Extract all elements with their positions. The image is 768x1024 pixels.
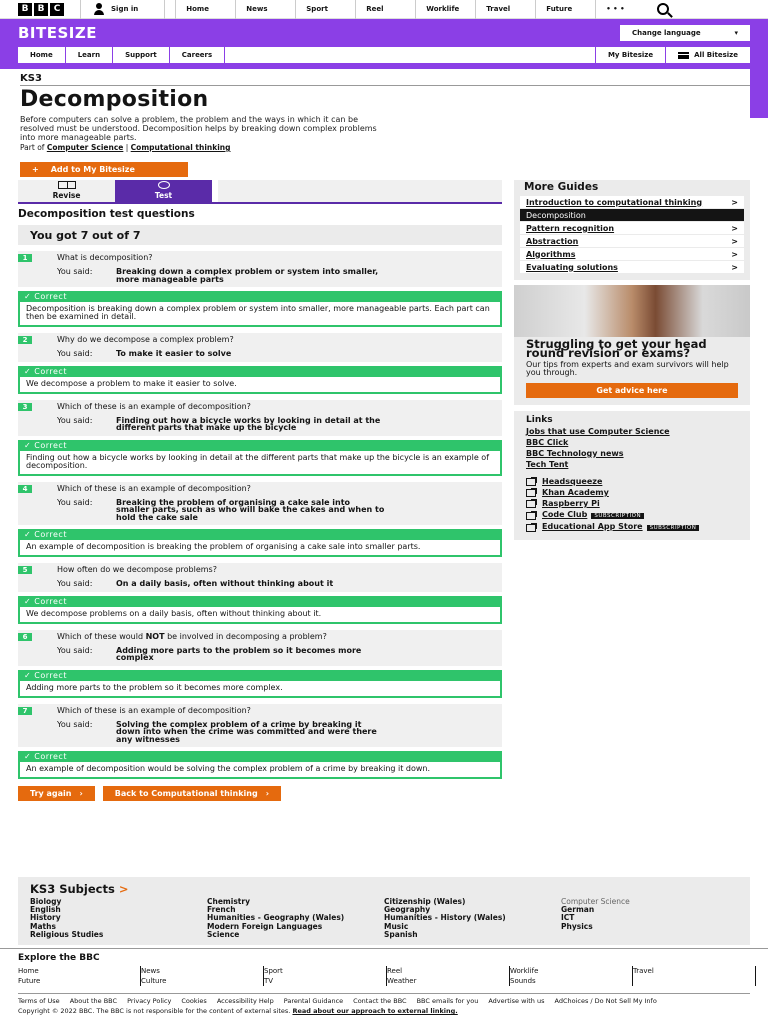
- question: [18, 251, 502, 287]
- question-text-part: be involved in decomposing a problem?: [164, 631, 327, 641]
- question-text: [57, 633, 494, 641]
- correct-label: Correct: [34, 670, 67, 680]
- explore-link[interactable]: Home: [18, 966, 141, 976]
- explore-link[interactable]: News: [141, 966, 264, 976]
- guide-label: Algorithms: [526, 249, 576, 259]
- ks3-subjects-link[interactable]: KS3 Subjects: [30, 882, 115, 896]
- check-icon: ✓: [24, 292, 35, 301]
- add-to-my-bitesize-button[interactable]: + Add to My Bitesize: [20, 162, 188, 177]
- footer-link[interactable]: Advertise with us: [488, 997, 545, 1005]
- speech-bubble-icon: [158, 181, 170, 189]
- global-nav-item[interactable]: Worklife: [415, 0, 475, 19]
- external-link-label: Headsqueeze: [542, 477, 603, 486]
- part-of-link-unit[interactable]: Computational thinking: [130, 143, 231, 152]
- correct-banner: [18, 440, 502, 451]
- plus-icon: +: [32, 165, 39, 174]
- user-answer: [57, 499, 494, 522]
- question-block: [18, 563, 502, 624]
- question-text: Which of these is an example of decomposition?: [57, 705, 251, 715]
- explanation: Decomposition is breaking down a complex problem or system into smaller, more manageable parts. Each part can then be examined in detail.: [18, 302, 502, 327]
- footer-link[interactable]: Terms of Use: [18, 997, 60, 1005]
- tab-test[interactable]: Test: [115, 180, 212, 202]
- subject-link[interactable]: English: [30, 905, 61, 915]
- revise-test-tabs: [18, 180, 502, 204]
- footer-link[interactable]: Contact the BBC: [353, 997, 407, 1005]
- correct-banner: [18, 529, 502, 540]
- guide-link[interactable]: [520, 261, 744, 274]
- check-icon: ✓: [24, 440, 35, 450]
- guide-label: Pattern recognition: [526, 223, 615, 233]
- footer-link[interactable]: AdChoices / Do Not Sell My Info: [554, 997, 657, 1005]
- question: [18, 482, 502, 526]
- external-link[interactable]: [526, 511, 738, 520]
- subject-link[interactable]: Modern Foreign Languages: [207, 921, 323, 931]
- footer: Explore the BBC Home News Sport Reel Worklife Travel Future Culture TV Weather Sounds Terms of Use About the BBC Privacy Policy Cookies Accessibility Help Parental Guidance Contact the BBC BBC emails for you Advertise with us AdChoices / Do Not Sell My Info Copyright © 2022 BBC. The BBC is not responsible for the content of external sites. Read about our approach to external linking.: [0, 948, 768, 1024]
- subject-link[interactable]: German: [561, 905, 595, 915]
- search-icon[interactable]: [657, 3, 669, 15]
- bitesize-header: [0, 19, 768, 69]
- subscription-badge: SUBSCRIPTION: [647, 525, 700, 531]
- external-link-icon: [526, 524, 536, 532]
- question-block: [18, 482, 502, 558]
- you-said-label: You said:: [57, 349, 93, 358]
- external-link[interactable]: [526, 523, 738, 532]
- external-link-icon: [526, 489, 536, 497]
- external-link[interactable]: [526, 489, 738, 497]
- you-said-label: You said:: [57, 579, 93, 588]
- chevron-down-icon: ▾: [734, 29, 738, 37]
- footer-link[interactable]: Accessibility Help: [216, 997, 274, 1005]
- external-link[interactable]: [526, 500, 738, 508]
- question-text-part: Which of these would: [57, 631, 146, 641]
- check-icon: ✓: [24, 752, 35, 761]
- you-said-label: You said:: [57, 719, 93, 729]
- chevron-right-icon: >: [731, 197, 738, 207]
- breadcrumb[interactable]: KS3: [20, 73, 750, 86]
- guide-label: Introduction to computational thinking: [526, 197, 703, 207]
- global-nav-item[interactable]: Home: [175, 0, 235, 19]
- sidebar-link[interactable]: Tech Tent: [526, 460, 569, 469]
- explore-link[interactable]: TV: [264, 976, 387, 986]
- question-number: 5: [18, 566, 32, 574]
- guide-label: Abstraction: [526, 236, 579, 246]
- answer-text: Breaking down a complex problem or system into smaller, more manageable parts: [116, 267, 379, 284]
- question-block: [18, 630, 502, 698]
- chevron-right-icon: >: [731, 249, 738, 259]
- question-number: 3: [18, 403, 32, 411]
- explore-link[interactable]: Travel: [633, 966, 756, 976]
- external-link-label: Khan Academy: [542, 488, 609, 497]
- links-panel: Links Jobs that use Computer Science BBC Click BBC Technology news Tech Tent Headsqueeze Khan Academy Raspberry Pi Code Club SUBSCRIPTION Educational App Store SUBSCRIPTION: [514, 411, 750, 540]
- subject-link[interactable]: Humanities - Geography (Wales): [207, 913, 345, 923]
- explanation: Finding out how a bicycle works by looking in detail at the different parts that make up the bicycle is an example of decomposition.: [18, 451, 502, 476]
- question-number: 7: [18, 707, 32, 715]
- external-link-label: Code Club: [542, 510, 588, 519]
- chevron-right-icon: >: [731, 223, 738, 233]
- part-of: Part of Computer Science | Computational thinking: [20, 143, 231, 152]
- bitesize-nav-item[interactable]: Support: [113, 47, 170, 63]
- subject-link[interactable]: Science: [207, 929, 240, 939]
- header-accent: [750, 69, 768, 118]
- guide-link[interactable]: [520, 196, 744, 209]
- guide-link[interactable]: [520, 209, 744, 222]
- external-link[interactable]: [526, 478, 738, 486]
- bbc-logo[interactable]: B B C: [18, 3, 64, 16]
- bitesize-nav-item[interactable]: Careers: [170, 47, 225, 63]
- sidebar-link[interactable]: BBC Technology news: [526, 449, 624, 458]
- copyright: Copyright © 2022 BBC. The BBC is not responsible for the content of external sites. Read about our approach to external linking.: [18, 1007, 458, 1015]
- external-link-label: Raspberry Pi: [542, 499, 600, 508]
- subject-link[interactable]: Humanities - History (Wales): [384, 913, 506, 923]
- bbc-global-bar: [0, 0, 768, 19]
- check-icon: ✓: [24, 530, 35, 539]
- global-nav: [175, 0, 635, 19]
- global-nav-item[interactable]: Future: [535, 0, 595, 19]
- test-main: [18, 180, 502, 801]
- you-said-label: You said:: [57, 497, 93, 507]
- correct-label: Correct: [34, 366, 67, 376]
- guide-label: Evaluating solutions: [526, 262, 618, 272]
- explanation: We decompose problems on a daily basis, often without thinking about it.: [18, 607, 502, 624]
- user-answer: [57, 647, 494, 662]
- correct-label: Correct: [34, 530, 67, 539]
- explore-link[interactable]: Reel: [387, 966, 510, 976]
- subject-link[interactable]: ICT: [561, 913, 575, 923]
- answer-text: On a daily basis, often without thinking about it: [116, 579, 334, 588]
- guide-label: Decomposition: [526, 210, 586, 220]
- you-said-label: You said:: [57, 415, 93, 425]
- sidebar-link[interactable]: Jobs that use Computer Science: [526, 427, 670, 436]
- ks3-subjects: [18, 877, 750, 945]
- global-nav-item[interactable]: Travel: [475, 0, 535, 19]
- user-answer: [57, 580, 494, 588]
- explanation: An example of decomposition is breaking the problem of organising a cake sale into smaller parts.: [18, 540, 502, 557]
- question-text: Why do we decompose a complex problem?: [57, 335, 234, 344]
- score-banner: You got 7 out of 7: [18, 225, 502, 245]
- sidebar-link[interactable]: BBC Click: [526, 438, 569, 447]
- answer-text: Adding more parts to the problem so it becomes more complex: [116, 645, 362, 662]
- answer-text: Breaking the problem of organising a cake sale into smaller parts, such as who will bake the cakes and when to hold the cake sale: [116, 497, 385, 522]
- question-number: 4: [18, 485, 32, 493]
- sign-in-link[interactable]: Sign in: [80, 0, 165, 19]
- answer-text: Solving the complex problem of a crime by breaking it down into when the crime was committed and were there any witnesses: [116, 719, 377, 744]
- global-nav-item[interactable]: Sport: [295, 0, 355, 19]
- get-advice-button[interactable]: Get advice here: [526, 383, 738, 398]
- global-nav-item[interactable]: News: [235, 0, 295, 19]
- correct-banner: [18, 291, 502, 302]
- question-block: [18, 704, 502, 780]
- bitesize-nav-item[interactable]: Learn: [66, 47, 113, 63]
- subject-link[interactable]: Chemistry: [207, 897, 250, 906]
- change-language-button[interactable]: Change language ▾: [620, 25, 750, 41]
- question: [18, 333, 502, 362]
- external-linking-link[interactable]: Read about our approach to external linking.: [292, 1007, 458, 1015]
- question-text: Which of these is an example of decomposition?: [57, 401, 251, 411]
- external-link-label: Educational App Store: [542, 522, 643, 531]
- chevron-right-icon: ›: [265, 789, 269, 798]
- bitesize-nav: [18, 47, 750, 63]
- footer-link[interactable]: About the BBC: [69, 997, 118, 1005]
- back-to-topic-button[interactable]: Back to Computational thinking ›: [103, 786, 281, 801]
- guide-link[interactable]: [520, 222, 744, 235]
- student-photo: [514, 285, 750, 337]
- correct-label: Correct: [34, 292, 67, 301]
- subscription-badge: SUBSCRIPTION: [591, 513, 644, 519]
- question-text-emphasis: NOT: [145, 631, 165, 641]
- question-text: How often do we decompose problems?: [57, 565, 217, 574]
- you-said-label: You said:: [57, 267, 93, 276]
- check-icon: ✓: [24, 596, 35, 606]
- user-icon: [93, 3, 105, 15]
- guide-link[interactable]: [520, 248, 744, 261]
- global-nav-item[interactable]: Reel: [355, 0, 415, 19]
- question-block: [18, 400, 502, 476]
- answer-text: To make it easier to solve: [116, 349, 232, 358]
- correct-banner: [18, 596, 502, 607]
- you-said-label: You said:: [57, 645, 93, 655]
- subject-link[interactable]: Citizenship (Wales): [384, 897, 466, 906]
- subject-link[interactable]: Physics: [561, 921, 593, 931]
- subject-link[interactable]: Spanish: [384, 929, 418, 939]
- question-number: 2: [18, 336, 32, 344]
- question-block: [18, 333, 502, 394]
- check-icon: ✓: [24, 366, 35, 376]
- check-icon: ✓: [24, 670, 35, 680]
- external-link-icon: [526, 512, 536, 520]
- subject-link[interactable]: Maths: [30, 921, 56, 931]
- explore-link[interactable]: Weather: [387, 976, 510, 986]
- correct-banner: [18, 366, 502, 377]
- explanation: An example of decomposition would be solving the complex problem of a crime by breaking it down.: [18, 762, 502, 779]
- bitesize-nav-item[interactable]: Home: [18, 47, 66, 63]
- guide-link[interactable]: [520, 235, 744, 248]
- footer-link[interactable]: Privacy Policy: [127, 997, 172, 1005]
- revision-promo: Struggling to get your head round revision or exams? Our tips from experts and exam survivors will help you through. Get advice here: [514, 337, 750, 405]
- explore-link[interactable]: Sport: [264, 966, 387, 976]
- test-heading: Decomposition test questions: [18, 208, 195, 220]
- question: [18, 400, 502, 436]
- chevron-right-icon: >: [118, 882, 129, 896]
- question-text: What is decomposition?: [57, 253, 153, 262]
- more-guides: More Guides Introduction to computational thinking > Decomposition Pattern recognition > Abstraction > Algorithms > Evaluating solutions >: [514, 180, 750, 280]
- subject-link[interactable]: French: [207, 905, 236, 915]
- subject-link[interactable]: History: [30, 913, 61, 923]
- my-bitesize-link[interactable]: My Bitesize: [595, 47, 665, 63]
- footer-link[interactable]: Cookies: [181, 997, 207, 1005]
- question-number: 6: [18, 633, 32, 641]
- explore-link[interactable]: Culture: [141, 976, 264, 986]
- explore-spacer: [633, 976, 756, 986]
- user-answer: [57, 268, 494, 283]
- book-icon: [58, 181, 76, 189]
- correct-label: Correct: [34, 596, 67, 606]
- chevron-right-icon: ›: [79, 789, 83, 798]
- question: [18, 563, 502, 592]
- user-answer: [57, 417, 494, 432]
- tab-revise[interactable]: Revise: [18, 180, 115, 202]
- more-menu[interactable]: • • •: [595, 0, 635, 19]
- external-link-icon: [526, 478, 536, 486]
- subject-link[interactable]: Music: [384, 921, 409, 931]
- page-intro: Before computers can solve a problem, the problem and the ways in which it can be resolved must be understood. Decomposition helps by breaking down complex problems into more manageable parts.: [20, 115, 377, 142]
- all-bitesize-menu[interactable]: All Bitesize: [665, 47, 750, 63]
- correct-banner: [18, 751, 502, 762]
- subject-link[interactable]: Religious Studies: [30, 929, 104, 939]
- chevron-right-icon: >: [731, 262, 738, 272]
- page-header: [18, 69, 750, 177]
- user-answer: [57, 721, 494, 744]
- answer-text: Finding out how a bicycle works by looking in detail at the different parts that make up the bicycle: [116, 415, 381, 432]
- bitesize-logo[interactable]: BITESIZE: [18, 24, 97, 42]
- external-link-icon: [526, 500, 536, 508]
- page-title: Decomposition: [20, 87, 209, 112]
- explore-link[interactable]: Sounds: [510, 976, 633, 986]
- menu-icon: [678, 52, 689, 59]
- subject-link[interactable]: Geography: [384, 905, 431, 915]
- footer-link[interactable]: BBC emails for you: [416, 997, 479, 1005]
- question-number: 1: [18, 254, 32, 262]
- try-again-button[interactable]: Try again ›: [18, 786, 95, 801]
- part-of-link-subject[interactable]: Computer Science: [46, 143, 124, 152]
- correct-banner: [18, 670, 502, 681]
- footer-link[interactable]: Parental Guidance: [283, 997, 344, 1005]
- explore-link[interactable]: Future: [18, 976, 141, 986]
- explanation: Adding more parts to the problem so it becomes more complex.: [18, 681, 502, 698]
- subject-link[interactable]: Biology: [30, 897, 62, 906]
- user-answer: [57, 350, 494, 358]
- explanation: We decompose a problem to make it easier to solve.: [18, 377, 502, 394]
- question: [18, 630, 502, 666]
- explore-link[interactable]: Worklife: [510, 966, 633, 976]
- question-block: [18, 251, 502, 327]
- correct-label: Correct: [34, 752, 67, 761]
- question-text: Which of these is an example of decomposition?: [57, 483, 251, 493]
- sidebar: [514, 180, 750, 540]
- subject-link[interactable]: Computer Science: [561, 897, 630, 906]
- question: [18, 704, 502, 748]
- chevron-right-icon: >: [731, 236, 738, 246]
- correct-label: Correct: [34, 440, 67, 450]
